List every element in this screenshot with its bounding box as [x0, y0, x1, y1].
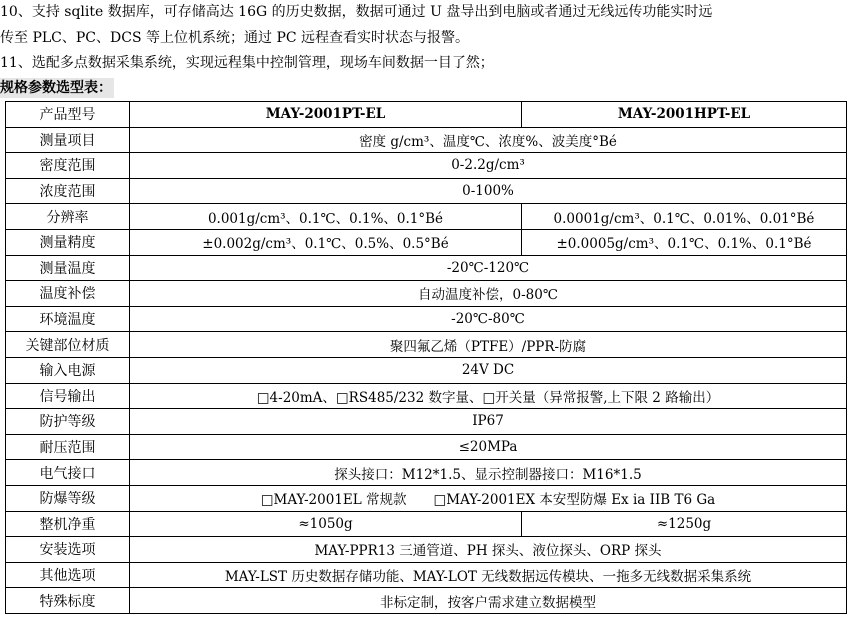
- table-row: [6, 511, 847, 537]
- row-value: 聚四氟乙烯（PTFE）/PPR-防腐: [130, 332, 847, 358]
- intro-line-1: 10、支持 sqlite 数据库，可存储高达 16G 的历史数据，数据可通过 U 盘导出到电脑或者通过无线远传功能实时远: [0, 4, 713, 20]
- row-value: -20℃-120℃: [130, 255, 847, 281]
- table-row: [6, 229, 847, 255]
- row-label: 环境温度: [6, 306, 130, 332]
- intro-line-3: 11、选配多点数据采集系统，实现远程集中控制管理，现场车间数据一目了然；: [0, 55, 494, 71]
- row-value-right: ±0.0005g/cm³、0.1℃、0.1%、0.1°Bé: [522, 229, 847, 255]
- row-value: □4-20mA、□RS485/232 数字量、□开关量（异常报警,上下限 2 路输出）: [130, 383, 847, 409]
- row-value: 探头接口：M12*1.5、显示控制器接口：M16*1.5: [130, 460, 847, 486]
- table-row: [6, 485, 847, 511]
- row-label: 其他选项: [6, 562, 130, 588]
- table-row: [6, 562, 847, 588]
- table-row: [6, 409, 847, 435]
- row-value: 24V DC: [130, 357, 847, 383]
- row-label: 测量项目: [6, 127, 130, 153]
- row-label: 分辨率: [6, 204, 130, 230]
- table-row: [6, 537, 847, 563]
- table-row: [6, 204, 847, 230]
- row-label: 电气接口: [6, 460, 130, 486]
- table-row: [6, 178, 847, 204]
- row-value: 0-2.2g/cm³: [130, 153, 847, 179]
- spec-table-heading: 规格参数选型表：: [0, 80, 112, 96]
- row-label: 产品型号: [6, 102, 130, 128]
- row-label: 关键部位材质: [6, 332, 130, 358]
- row-label: 防爆等级: [6, 485, 130, 511]
- row-label: 测量精度: [6, 229, 130, 255]
- row-value: IP67: [130, 409, 847, 435]
- row-label: 信号输出: [6, 383, 130, 409]
- table-row: [6, 255, 847, 281]
- table-row: [6, 153, 847, 179]
- row-label: 安装选项: [6, 537, 130, 563]
- row-value-left: ≈1050g: [130, 511, 522, 537]
- row-value-right: ≈1250g: [522, 511, 847, 537]
- row-label: 测量温度: [6, 255, 130, 281]
- row-label: 耐压范围: [6, 434, 130, 460]
- row-value: 密度 g/cm³、温度℃、浓度%、波美度°Bé: [130, 127, 847, 153]
- table-row: [6, 332, 847, 358]
- row-value-right: 0.0001g/cm³、0.1℃、0.01%、0.01°Bé: [522, 204, 847, 230]
- row-value: MAY-PPR13 三通管道、PH 探头、液位探头、ORP 探头: [130, 537, 847, 563]
- row-label: 密度范围: [6, 153, 130, 179]
- spec-table: [5, 101, 847, 614]
- row-value: 非标定制，按客户需求建立数据模型: [130, 588, 847, 614]
- row-label: 温度补偿: [6, 281, 130, 307]
- row-value: □MAY-2001EL 常规款 □MAY-2001EX 本安型防爆 Ex ia IIB T6 Ga: [130, 485, 847, 511]
- table-row: [6, 306, 847, 332]
- table-row: [6, 434, 847, 460]
- row-value: ≤20MPa: [130, 434, 847, 460]
- row-value-left: 0.001g/cm³、0.1℃、0.1%、0.1°Bé: [130, 204, 522, 230]
- table-row: [6, 127, 847, 153]
- model-right-cell: MAY-2001HPT-EL: [522, 102, 847, 128]
- row-label: 防护等级: [6, 409, 130, 435]
- row-label: 特殊标度: [6, 588, 130, 614]
- table-row: [6, 588, 847, 614]
- row-label: 浓度范围: [6, 178, 130, 204]
- row-value: MAY-LST 历史数据存储功能、MAY-LOT 无线数据远传模块、一拖多无线数据采集系统: [130, 562, 847, 588]
- table-row: [6, 357, 847, 383]
- row-label: 整机净重: [6, 511, 130, 537]
- table-row-model: [6, 102, 847, 128]
- intro-line-2: 传至 PLC、PC、DCS 等上位机系统；通过 PC 远程查看实时状态与报警。: [0, 30, 470, 46]
- row-value: 0-100%: [130, 178, 847, 204]
- table-row: [6, 383, 847, 409]
- row-value: 自动温度补偿，0-80℃: [130, 281, 847, 307]
- row-value: -20℃-80℃: [130, 306, 847, 332]
- table-row: [6, 281, 847, 307]
- table-row: [6, 460, 847, 486]
- model-left-cell: MAY-2001PT-EL: [130, 102, 522, 128]
- row-value-left: ±0.002g/cm³、0.1℃、0.5%、0.5°Bé: [130, 229, 522, 255]
- row-label: 输入电源: [6, 357, 130, 383]
